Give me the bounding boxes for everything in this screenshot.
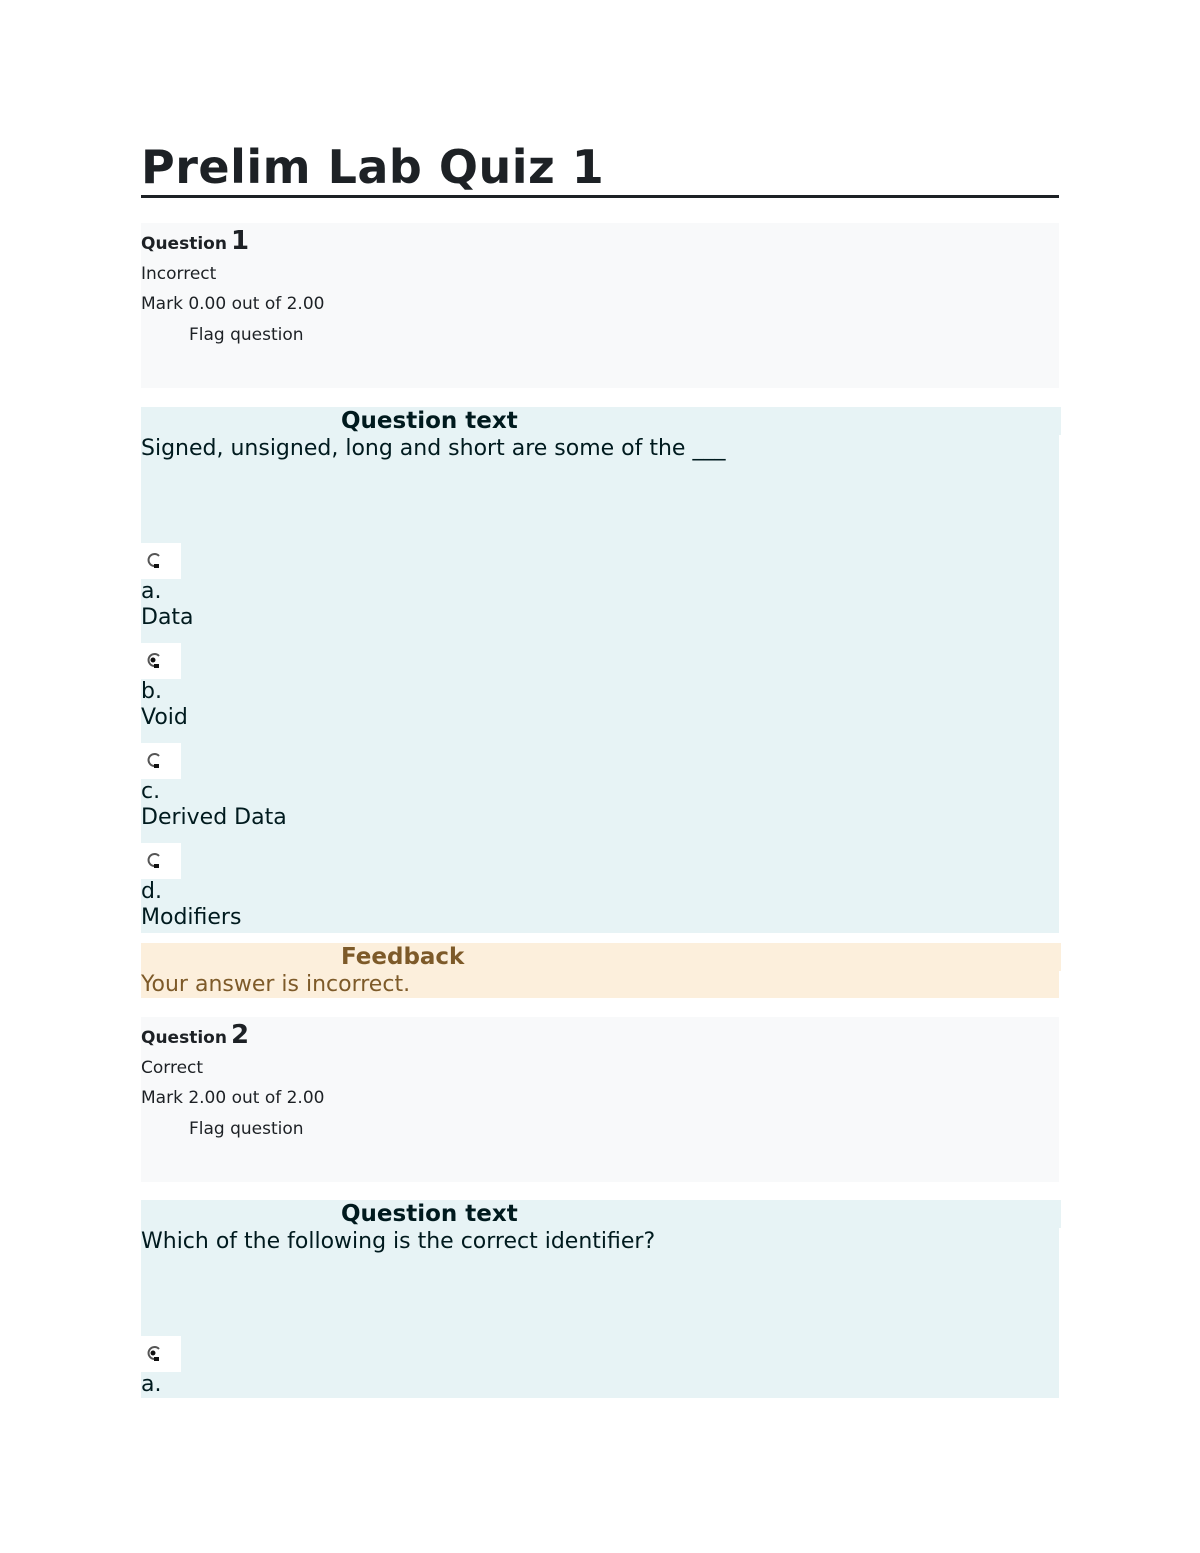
radio-unchecked-icon [145, 851, 163, 869]
radio-unchecked-icon [145, 551, 163, 569]
option-a-radio[interactable] [141, 543, 181, 579]
radio-unchecked-icon [145, 751, 163, 769]
option-letter: b. [141, 679, 162, 704]
radio-checked-icon [145, 1344, 163, 1362]
option-letter: c. [141, 779, 161, 804]
option-a-radio[interactable] [141, 1336, 181, 1372]
question-heading [141, 223, 249, 262]
option-text: Void [141, 705, 188, 730]
feedback-panel [141, 943, 1059, 998]
option-b-radio[interactable] [141, 643, 181, 679]
option-text: Derived Data [141, 805, 287, 830]
question-text-heading: Question text [339, 1200, 1061, 1228]
question-text: Signed, unsigned, long and short are some of the ___ [141, 436, 726, 461]
question-text: Which of the following is the correct identifier? [141, 1229, 656, 1254]
option-text: Modifiers [141, 905, 242, 930]
option-letter: a. [141, 1372, 162, 1397]
question-heading [141, 1017, 249, 1056]
option-text: Data [141, 605, 194, 630]
question-info-2 [141, 1017, 1059, 1182]
option-letter: a. [141, 579, 162, 604]
question-state: Incorrect [141, 264, 217, 284]
feedback-text: Your answer is incorrect. [141, 972, 411, 997]
question-state: Correct [141, 1058, 204, 1078]
flag-question-link[interactable]: Flag question [189, 1119, 304, 1139]
question-label: Question [141, 1028, 227, 1048]
option-letter: d. [141, 879, 162, 904]
radio-checked-icon [145, 651, 163, 669]
question-mark: Mark 0.00 out of 2.00 [141, 294, 325, 314]
question-info-1 [141, 223, 1059, 388]
option-c-radio[interactable] [141, 743, 181, 779]
flag-question-link[interactable]: Flag question [189, 325, 304, 345]
option-d-radio[interactable] [141, 843, 181, 879]
question-label: Question [141, 234, 227, 254]
feedback-heading: Feedback [339, 943, 1061, 971]
question-text-heading: Question text [339, 407, 1061, 435]
question-text-panel-1 [141, 407, 1059, 933]
question-mark: Mark 2.00 out of 2.00 [141, 1088, 325, 1108]
page-title: Prelim Lab Quiz 1 [141, 138, 1059, 198]
question-number: 1 [230, 226, 250, 256]
question-text-panel-2 [141, 1200, 1059, 1398]
question-number: 2 [230, 1020, 250, 1050]
